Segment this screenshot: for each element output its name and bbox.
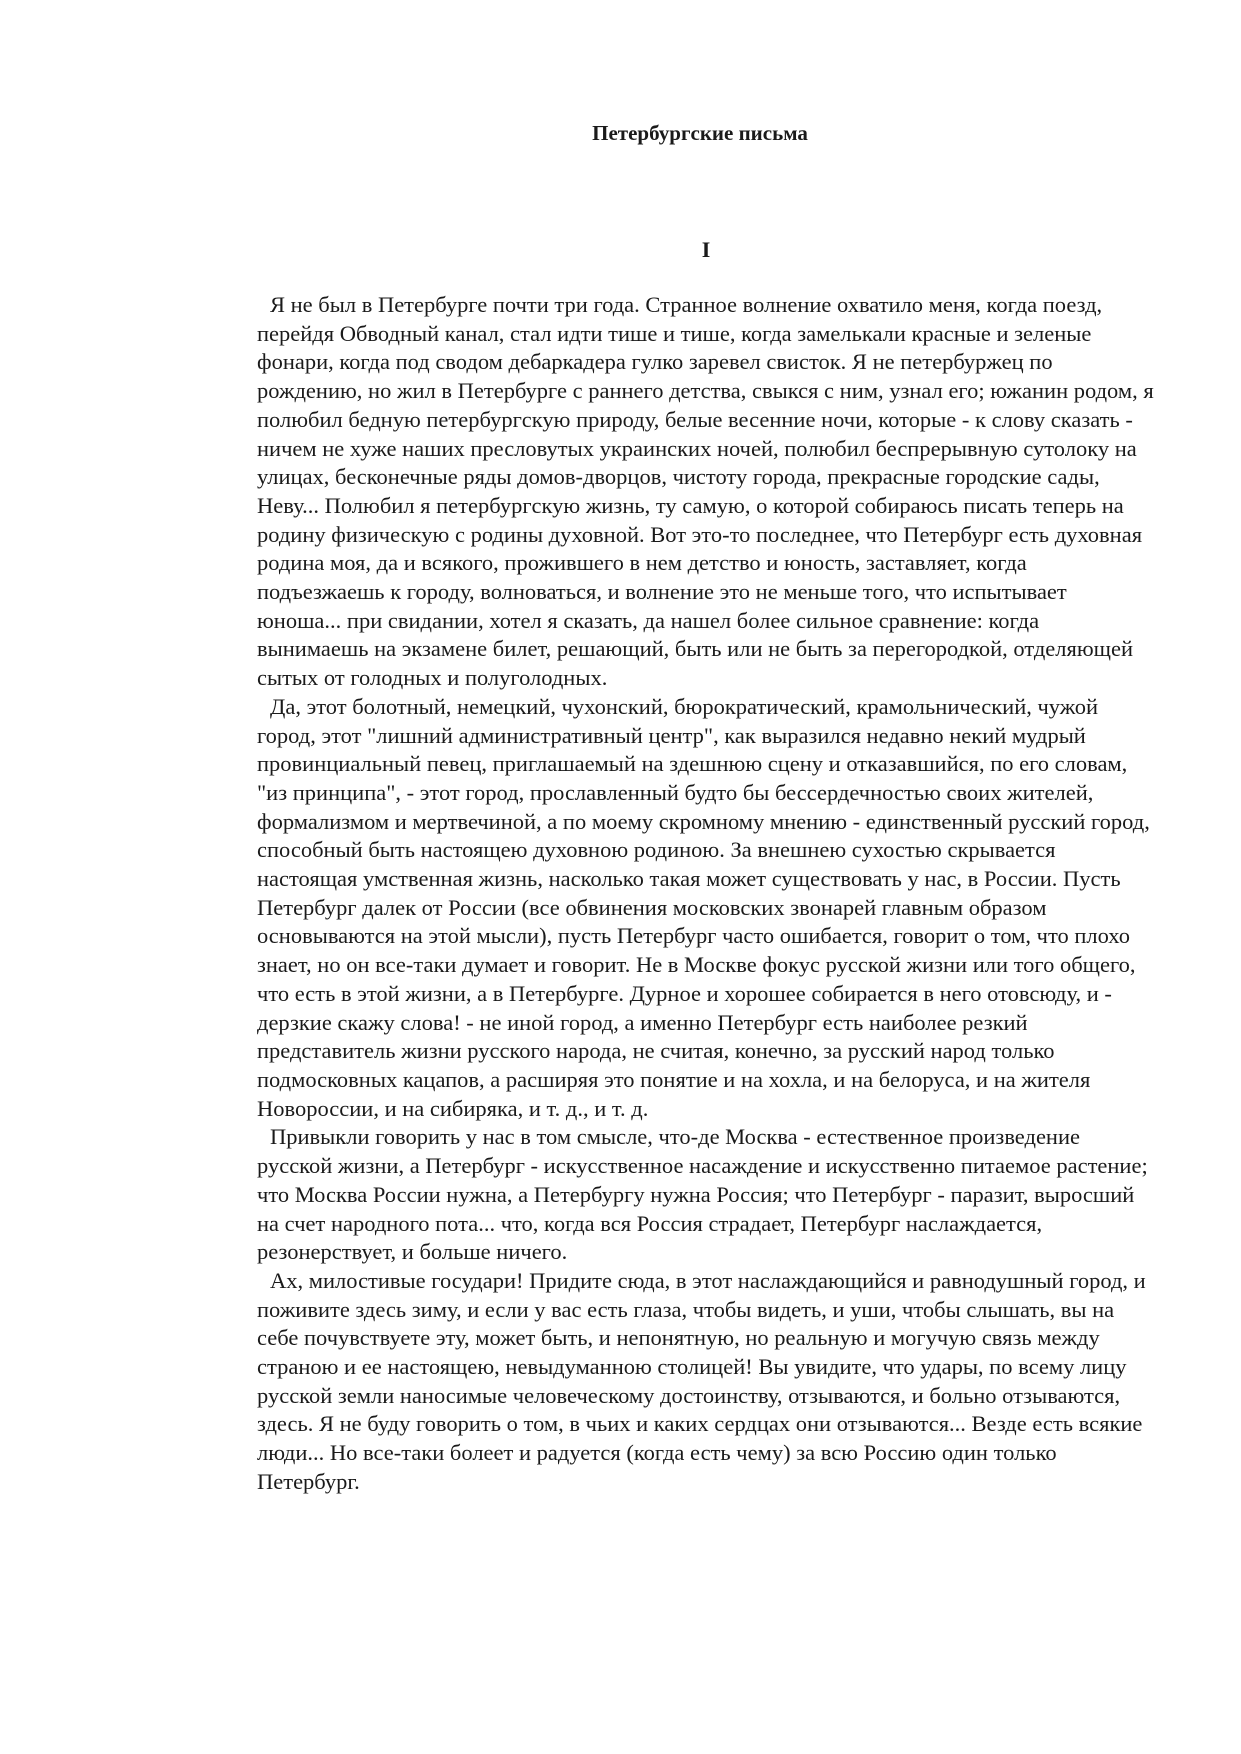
document-body [257,291,1155,1497]
paragraph: Да, этот болотный, немецкий, чухонский, бюрократический, крамольнический, чужой город, этот "лишний административный центр", как выразился недавно некий мудрый провинциальный певец, приглашаемый на здешнюю сцену и отказавшийся, по его словам, "из принципа", - этот город, прославленный будто бы бессердечностью своих жителей, формализмом и мертвечиной, а по моему скромному мнению - единственный русский город, способный быть настоящею духовною родиною. За внешнею сухостью скрывается настоящая умственная жизнь, насколько такая может существовать у нас, в России. Пусть Петербург далек от России (все обвинения московских звонарей главным образом основываются на этой мысли), пусть Петербург часто ошибается, говорит о том, что плохо знает, но он все-таки думает и говорит. Не в Москве фокус русской жизни или того общего, что есть в этой жизни, а в Петербурге. Дурное и хорошее собирается в него отовсюду, и - дерзкие скажу слова! - не иной город, а именно Петербург есть наиболее резкий представитель жизни русского народа, не считая, конечно, за русский народ только подмосковных кацапов, а расширяя это понятие и на хохла, и на белоруса, и на жителя Новороссии, и на сибиряка, и т. д., и т. д. [257,693,1150,1121]
paragraph: Я не был в Петербурге почти три года. Странное волнение охватило меня, когда поезд, перейдя Обводный канал, стал идти тише и тише, когда замелькали красные и зеленые фонари, когда под сводом дебаркадера гулко заревел свисток. Я не петербуржец по рождению, но жил в Петербурге с раннего детства, свыкся с ним, узнал его; южанин родом, я полюбил бедную петербургскую природу, белые весенние ночи, которые - к слову сказать - ничем не хуже наших пресловутых украинских ночей, полюбил беспрерывную сутолоку на улицах, бесконечные ряды домов-дворцов, чистоту города, прекрасные городские сады, Неву... Полюбил я петербургскую жизнь, ту самую, о которой собираюсь писать теперь на родину физическую с родины духовной. Вот это-то последнее, что Петербург есть духовная родина моя, да и всякого, прожившего в нем детство и юность, заставляет, когда подъезжаешь к городу, волноваться, и волнение это не меньше того, что испытывает юноша... при свидании, хотел я сказать, да нашел более сильное сравнение: когда вынимаешь на экзамене билет, решающий, быть или не быть за перегородкой, отделяющей сытых от голодных и полуголодных. [257,292,1154,691]
paragraph: Привыкли говорить у нас в том смысле, что-де Москва - естественное произведение русской жизни, а Петербург - искусственное насаждение и искусственно питаемое растение; что Москва России нужна, а Петербургу нужна Россия; что Петербург - паразит, выросший на счет народного пота... что, когда вся Россия страдает, Петербург наслаждается, резонерствует, и больше ничего. [257,1124,1148,1265]
chapter-heading: I [701,237,711,262]
paragraph: Ах, милостивые государи! Придите сюда, в этот наслаждающийся и равнодушный город, и поживите здесь зиму, и если у вас есть глаза, чтобы видеть, и уши, чтобы слышать, вы на себе почувствуете эту, может быть, и непонятную, но реальную и могучую связь между страною и ее настоящею, невыдуманною столицей! Вы увидите, что удары, по всему лицу русской земли наносимые человеческому достоинству, отзываются, и больно отзываются, здесь. Я не буду говорить о том, в чьих и каких сердцах они отзываются... Везде есть всякие люди... Но все-таки болеет и радуется (когда есть чему) за всю Россию один только Петербург. [257,1267,1146,1494]
document-title: Петербургские письма [592,121,808,145]
